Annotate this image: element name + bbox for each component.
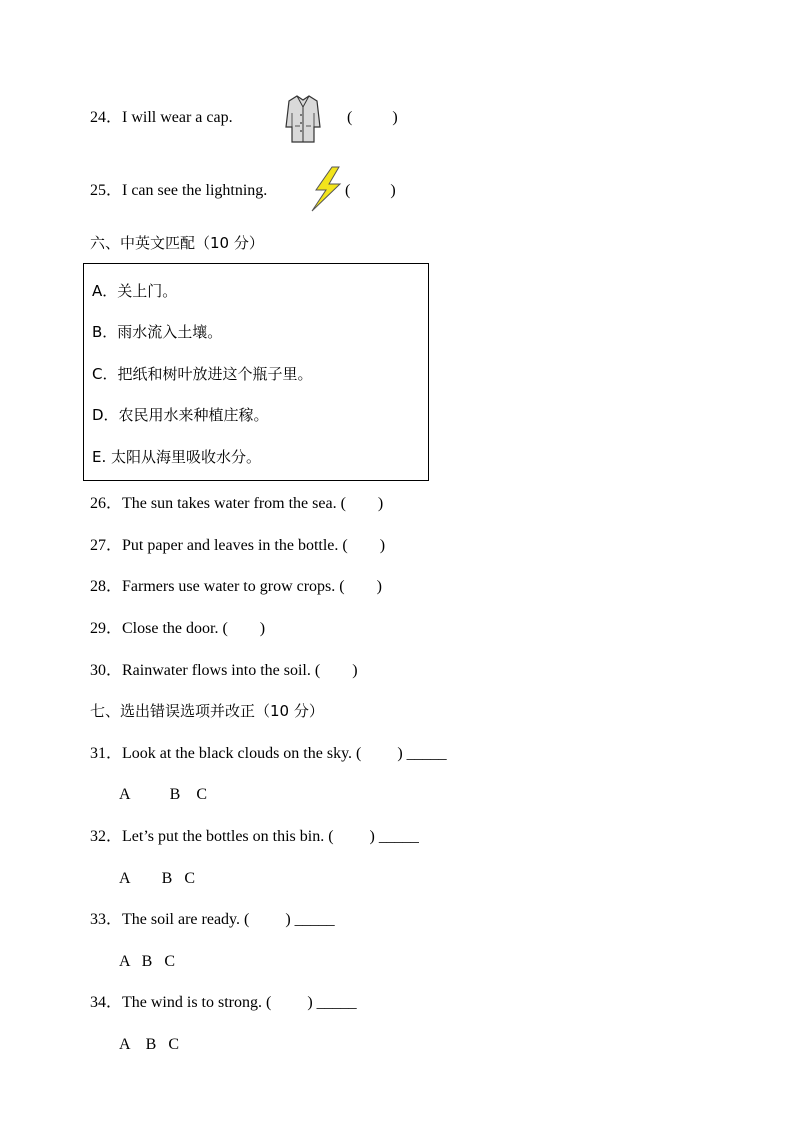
question-33: 33．The soil are ready. ( ) _____: [90, 911, 335, 928]
option-a: A．关上门。: [92, 282, 178, 300]
section-6-title: 六、中英文匹配（10 分）: [90, 234, 264, 252]
option-letters-33: A B C: [119, 953, 176, 970]
option-d: D．农民用水来种植庄稼。: [92, 406, 269, 424]
options-box: [83, 263, 429, 481]
question-29: 29．Close the door. ( ): [90, 620, 266, 637]
coat-icon: [284, 93, 322, 145]
answer-blank-25[interactable]: ( ): [345, 182, 396, 199]
option-c: C．把纸和树叶放进这个瓶子里。: [92, 365, 313, 383]
section-7-title: 七、选出错误选项并改正（10 分）: [90, 702, 324, 720]
question-24: 24．I will wear a cap.: [90, 109, 233, 126]
option-letters-31: A B C: [119, 786, 208, 803]
option-e: E. 太阳从海里吸收水分。: [92, 448, 262, 466]
question-26: 26．The sun takes water from the sea. ( ): [90, 495, 384, 512]
question-31: 31．Look at the black clouds on the sky. ( ) _____: [90, 745, 447, 762]
question-30: 30．Rainwater flows into the soil. ( ): [90, 662, 358, 679]
option-letters-34: A B C: [119, 1036, 180, 1053]
question-34: 34．The wind is to strong. ( ) _____: [90, 994, 357, 1011]
answer-blank-24[interactable]: ( ): [347, 109, 398, 126]
option-b: B．雨水流入土壤。: [92, 323, 223, 341]
question-32: 32．Let’s put the bottles on this bin. ( ) _____: [90, 828, 419, 845]
question-27: 27．Put paper and leaves in the bottle. ( ): [90, 537, 386, 554]
lightning-icon: [306, 165, 346, 213]
question-28: 28．Farmers use water to grow crops. ( ): [90, 578, 382, 595]
option-letters-32: A B C: [119, 870, 196, 887]
question-25: 25．I can see the lightning.: [90, 182, 268, 199]
